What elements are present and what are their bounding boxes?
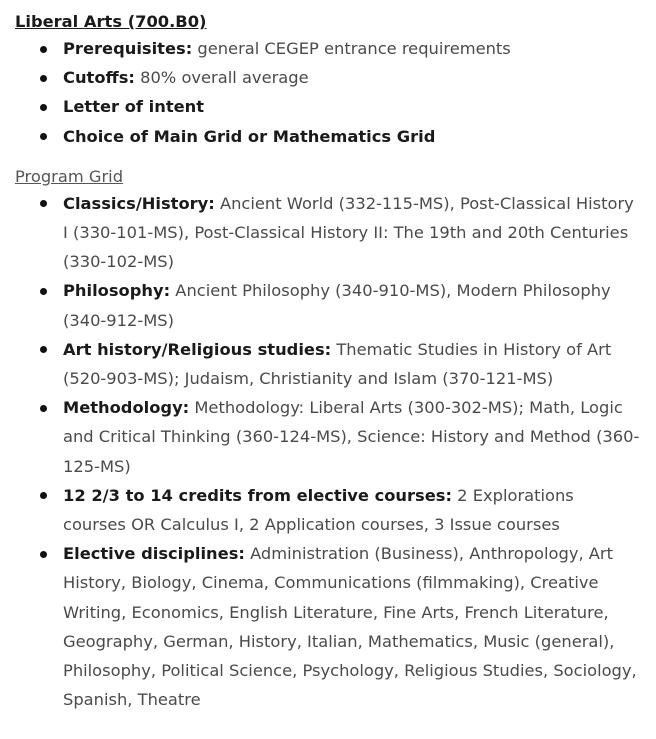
item-label: Letter of intent <box>63 97 205 117</box>
section-spacer <box>15 151 641 165</box>
list-item <box>15 34 641 63</box>
item-text: general CEGEP entrance requirements <box>192 39 511 58</box>
bullet-icon <box>40 133 47 140</box>
list-item <box>15 539 641 714</box>
item-label: Philosophy: <box>63 281 171 301</box>
list-item <box>15 276 641 334</box>
item-label: Art history/Religious studies: <box>63 339 332 359</box>
item-text: Ancient Philosophy (340-910-MS), Modern Philosophy (340-912-MS) <box>63 281 611 330</box>
requirements-list <box>15 34 641 151</box>
item-text: Ancient World (332-115-MS), Post-Classical History I (330-101-MS), Post-Classical History II: The 19th and 20th Centuries (330-102-MS) <box>63 193 634 272</box>
item-text: Methodology: Liberal Arts (300-302-MS); Math, Logic and Critical Thinking (360-124-MS), Science: History and Method (360-125-MS) <box>63 398 640 476</box>
list-item <box>15 122 641 151</box>
bullet-icon <box>40 405 47 412</box>
program-grid-list <box>15 189 641 715</box>
item-text: Administration (Business), Anthropology, Art History, Biology, Cinema, Communications (filmmaking), Creative Writing, Economics, English Literature, Fine Arts, French Literature, Geography, German, History, Italian, Mathematics, Music (general), Philosophy, Political Science, Psychology, Religious Studies, Sociology, Spanish, Theatre <box>63 544 637 710</box>
bullet-icon <box>40 492 47 499</box>
item-label: Prerequisites: <box>63 39 193 58</box>
item-text: 2 Explorations courses OR Calculus I, 2 Application courses, 3 Issue courses <box>63 485 574 535</box>
page-title: Liberal Arts (700.B0) <box>15 12 207 31</box>
bullet-icon <box>40 288 47 295</box>
list-item <box>15 393 641 481</box>
item-label: 12 2/3 to 14 credits from elective courses: <box>63 485 452 505</box>
list-item <box>15 335 641 393</box>
item-label: Elective disciplines: <box>63 544 245 564</box>
list-item <box>15 92 641 121</box>
item-label: Methodology: <box>63 398 190 418</box>
item-label: Choice of Main Grid or Mathematics Grid <box>63 126 436 146</box>
list-item <box>15 189 641 277</box>
list-item <box>15 481 641 539</box>
bullet-icon <box>40 346 47 353</box>
item-text: 80% overall average <box>134 68 309 88</box>
bullet-icon <box>40 104 47 111</box>
item-text: Thematic Studies in History of Art (520-903-MS); Judaism, Christianity and Islam (370-121-MS) <box>63 339 612 389</box>
program-grid-heading: Program Grid <box>15 166 124 186</box>
bullet-icon <box>40 46 47 53</box>
bullet-icon <box>40 75 47 82</box>
bullet-icon <box>40 551 47 558</box>
list-item <box>15 63 641 92</box>
bullet-icon <box>40 200 47 207</box>
item-label: Cutoffs: <box>63 68 135 88</box>
item-label: Classics/History: <box>63 193 215 213</box>
